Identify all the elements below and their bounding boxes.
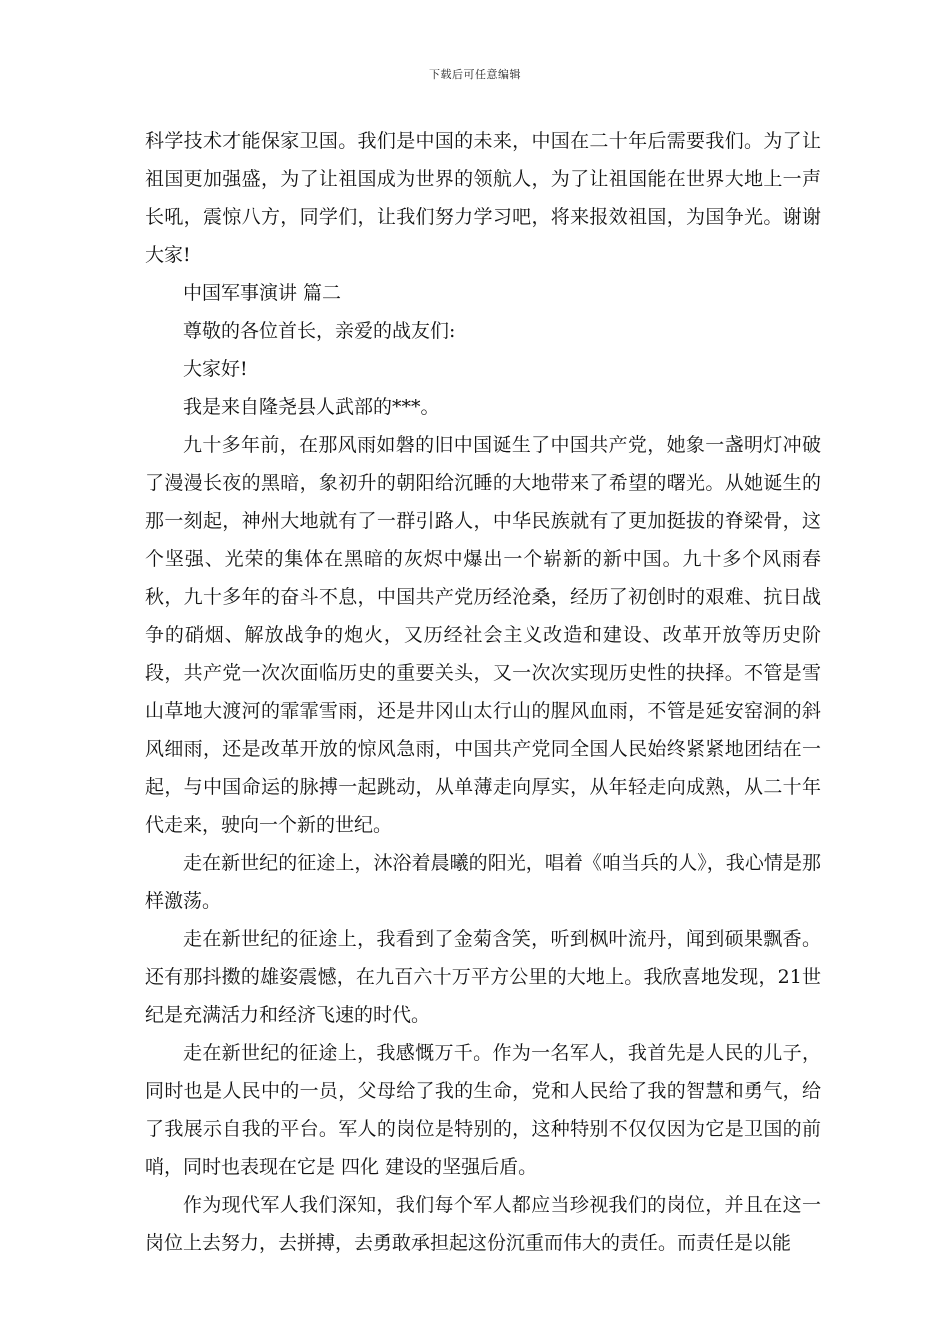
paragraph: 走在新世纪的征途上，我看到了金菊含笑，听到枫叶流丹，闻到硕果飘香。还有那抖擞的雄姿震憾，在九百六十万平方公里的大地上。我欣喜地发现，21世纪是充满活力和经济飞速的时代。 bbox=[145, 928, 821, 1026]
document-body bbox=[145, 122, 821, 1262]
paragraph: 作为现代军人我们深知，我们每个军人都应当珍视我们的岗位，并且在这一岗位上去努力，去拼搏，去勇敢承担起这份沉重而伟大的责任。而责任是以能 bbox=[145, 1194, 821, 1254]
salutation: 尊敬的各位首长，亲爱的战友们: bbox=[183, 320, 456, 342]
paragraph: 走在新世纪的征途上，沐浴着晨曦的阳光，唱着《咱当兵的人》，我心情是那样激荡。 bbox=[145, 852, 821, 912]
paragraph: 科学技术才能保家卫国。我们是中国的未来，中国在二十年后需要我们。为了让祖国更加强盛，为了让祖国成为世界的领航人，为了让祖国能在世界大地上一声长吼，震惊八方，同学们，让我们努力学习吧，将来报效祖国，为国争光。谢谢大家! bbox=[145, 130, 821, 266]
section-heading: 中国军事演讲 篇二 bbox=[183, 282, 342, 304]
page-header: 下载后可任意编辑 bbox=[429, 68, 521, 81]
paragraph: 九十多年前，在那风雨如磐的旧中国诞生了中国共产党，她象一盏明灯冲破了漫漫长夜的黑暗，象初升的朝阳给沉睡的大地带来了希望的曙光。从她诞生的那一刻起，神州大地就有了一群引路人，中华民族就有了更加挺拔的脊梁骨，这个坚强、光荣的集体在黑暗的灰烬中爆出一个崭新的新中国。九十多个风雨春秋，九十多年的奋斗不息，中国共产党历经沧桑，经历了初创时的艰难、抗日战争的硝烟、解放战争的炮火，又历经社会主义改造和建设、改革开放等历史阶段，共产党一次次面临历史的重要关头，又一次次实现历史性的抉择。不管是雪山草地大渡河的霏霏雪雨，还是井冈山太行山的腥风血雨，不管是延安窑洞的斜风细雨，还是改革开放的惊风急雨，中国共产党同全国人民始终紧紧地团结在一起，与中国命运的脉搏一起跳动，从单薄走向厚实，从年轻走向成熟，从二十年代走来，驶向一个新的世纪。 bbox=[145, 434, 821, 836]
self-introduction: 我是来自隆尧县人武部的***。 bbox=[183, 396, 440, 418]
greeting: 大家好! bbox=[183, 358, 248, 380]
paragraph: 走在新世纪的征途上，我感慨万千。作为一名军人，我首先是人民的儿子，同时也是人民中的一员，父母给了我的生命，党和人民给了我的智慧和勇气，给了我展示自我的平台。军人的岗位是特别的，这种特别不仅仅因为它是卫国的前哨，同时也表现在它是 四化 建设的坚强后盾。 bbox=[145, 1042, 821, 1178]
